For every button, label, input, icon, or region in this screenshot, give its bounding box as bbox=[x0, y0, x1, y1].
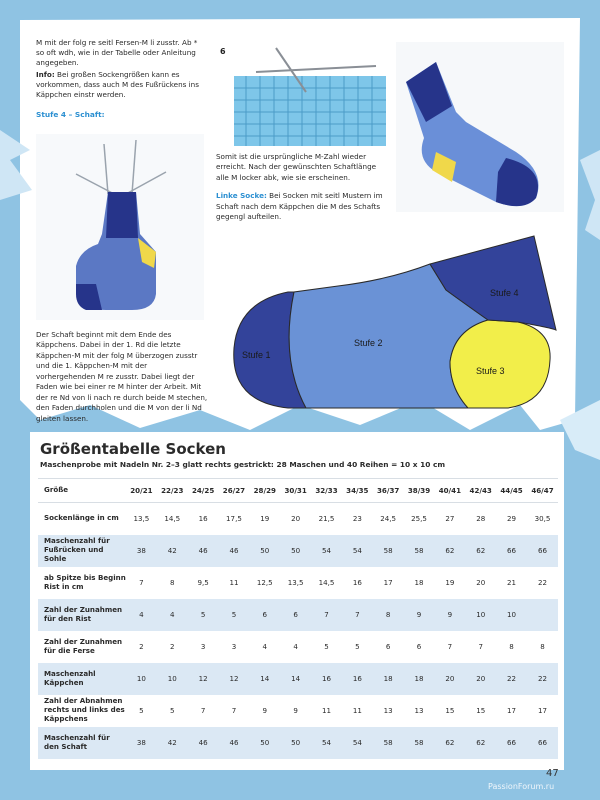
row-label: Zahl der Zunahmen für den Rist bbox=[44, 604, 123, 623]
table-cell: 25,5 bbox=[411, 514, 427, 524]
schaft-text-column bbox=[36, 330, 208, 424]
table-cell: 62 bbox=[476, 738, 486, 747]
table-cell: 7 bbox=[231, 706, 237, 715]
size-header: 22/23 bbox=[157, 479, 188, 503]
table-cell: 7 bbox=[478, 642, 483, 651]
table-cell: 5 bbox=[139, 706, 144, 715]
table-cell: 12 bbox=[198, 674, 208, 683]
table-cell: 27 bbox=[445, 514, 455, 524]
table-cell: 10 bbox=[167, 674, 177, 683]
table-cell: 16 bbox=[352, 578, 362, 587]
table-cell: 20 bbox=[291, 514, 301, 524]
row-label: Maschenzahl für Fußrücken und Sohle bbox=[44, 536, 110, 563]
row-label: Maschenzahl Käppchen bbox=[44, 668, 96, 687]
size-header: 34/35 bbox=[342, 479, 373, 503]
table-cell: 12,5 bbox=[256, 578, 273, 587]
stufe2-label: Stufe 2 bbox=[354, 338, 383, 348]
table-cell: 18 bbox=[383, 674, 393, 683]
table-row bbox=[38, 567, 558, 599]
table-cell: 5 bbox=[200, 610, 206, 619]
table-cell: 18 bbox=[414, 674, 424, 683]
table-cell: 24,5 bbox=[380, 514, 397, 524]
table-cell: 29 bbox=[507, 514, 517, 524]
table-cell: 9 bbox=[262, 706, 268, 715]
table-cell: 12 bbox=[229, 674, 239, 683]
table-cell: 13,5 bbox=[133, 514, 150, 524]
table-cell: 58 bbox=[414, 546, 424, 555]
row-label: Zahl der Zunahmen für die Ferse bbox=[44, 636, 123, 655]
table-cell: 10 bbox=[136, 674, 146, 683]
left-text-column bbox=[36, 38, 204, 122]
table-cell: 20 bbox=[476, 578, 486, 587]
table-cell: 9,5 bbox=[197, 578, 209, 587]
table-cell: 58 bbox=[383, 738, 393, 747]
middle-paragraph: Somit ist die ursprüngliche M-Zahl wieder erreicht. Nach der gewünschten Schaftlänge alle M locker abk, wie sie erscheinen. bbox=[216, 152, 377, 182]
table-cell: 22 bbox=[507, 674, 517, 683]
table-cell: 66 bbox=[507, 738, 517, 747]
table-cell: 15 bbox=[445, 706, 455, 715]
linke-socke-paragraph bbox=[216, 191, 388, 222]
table-cell: 21,5 bbox=[318, 514, 335, 524]
table-cell: 6 bbox=[262, 610, 268, 619]
table-row bbox=[38, 663, 558, 695]
table-cell: 16 bbox=[352, 674, 362, 683]
table-cell: 14,5 bbox=[164, 514, 181, 524]
table-cell: 10 bbox=[507, 610, 517, 619]
table-cell: 62 bbox=[445, 546, 455, 555]
table-row bbox=[38, 503, 558, 535]
table-cell: 66 bbox=[507, 546, 517, 555]
table-cell: 46 bbox=[198, 546, 208, 555]
table-cell: 15 bbox=[476, 706, 486, 715]
table-cell: 6 bbox=[416, 642, 422, 651]
table-cell: 4 bbox=[139, 610, 144, 619]
table-cell: 2 bbox=[139, 642, 144, 651]
table-cell: 16 bbox=[198, 514, 208, 524]
table-body bbox=[38, 503, 558, 759]
table-cell: 7 bbox=[447, 642, 453, 651]
table-cell: 8 bbox=[540, 642, 545, 651]
table-cell: 2 bbox=[170, 642, 175, 651]
stufe3-label: Stufe 3 bbox=[476, 366, 505, 376]
table-cell: 58 bbox=[383, 546, 393, 555]
table-cell: 7 bbox=[324, 610, 329, 619]
photo-knitting-closeup bbox=[216, 42, 388, 146]
knitting-closeup-illustration bbox=[216, 42, 388, 146]
table-cell: 6 bbox=[385, 642, 391, 651]
left-paragraph-1: M mit der folg re seitl Fersen-M li zusstr. Ab * so oft wdh, wie in der Tabelle oder Anleitung angegeben. bbox=[36, 38, 198, 68]
table-cell: 20 bbox=[476, 674, 486, 683]
size-header: 26/27 bbox=[219, 479, 250, 503]
sock-needles-illustration bbox=[36, 134, 204, 320]
table-row bbox=[38, 695, 558, 727]
table-cell: 13 bbox=[383, 706, 393, 715]
table-cell: 5 bbox=[324, 642, 329, 651]
table-cell: 17 bbox=[537, 706, 547, 715]
table-cell: 54 bbox=[321, 738, 331, 747]
table-cell: 8 bbox=[170, 578, 175, 587]
photo-sock-on-needles bbox=[36, 134, 204, 320]
table-cell: 38 bbox=[136, 738, 146, 747]
size-header: 30/31 bbox=[280, 479, 311, 503]
table-cell: 54 bbox=[321, 546, 331, 555]
table-cell: 3 bbox=[231, 642, 237, 651]
table-cell: 46 bbox=[229, 546, 239, 555]
table-cell: 7 bbox=[355, 610, 360, 619]
stufe4-heading: Stufe 4 – Schaft: bbox=[36, 110, 105, 120]
table-cell: 50 bbox=[291, 738, 301, 747]
table-cell: 9 bbox=[416, 610, 422, 619]
figure-number: 6 bbox=[220, 47, 226, 56]
table-row bbox=[38, 535, 558, 567]
table-cell: 50 bbox=[260, 738, 270, 747]
table-cell: 11 bbox=[321, 706, 331, 715]
table-cell: 9 bbox=[293, 706, 298, 715]
table-header-row bbox=[38, 479, 558, 503]
table-cell: 14,5 bbox=[318, 578, 335, 587]
linke-socke-label: Linke Socke: bbox=[216, 191, 267, 201]
linke-socke-text: Bei Socken mit seitl Mustern im Schaft nach dem Käppchen die M des Schafts gegengl aufteilen. bbox=[216, 191, 383, 222]
stufe4-label: Stufe 4 bbox=[490, 288, 519, 298]
table-cell: 54 bbox=[352, 546, 362, 555]
table-cell: 9 bbox=[447, 610, 453, 619]
table-cell: 5 bbox=[170, 706, 175, 715]
table-cell: 66 bbox=[537, 546, 547, 555]
finished-sock-illustration bbox=[396, 42, 564, 212]
table-cell: 8 bbox=[509, 642, 514, 651]
size-header: 40/41 bbox=[434, 479, 465, 503]
table-cell: 54 bbox=[352, 738, 362, 747]
info-label: Info: bbox=[36, 69, 55, 79]
table-cell: 4 bbox=[170, 610, 175, 619]
table-cell: 18 bbox=[414, 578, 424, 587]
table-cell: 62 bbox=[445, 738, 455, 747]
size-header: 28/29 bbox=[249, 479, 280, 503]
table-cell: 6 bbox=[293, 610, 298, 619]
table-cell: 8 bbox=[385, 610, 391, 619]
table-cell: 11 bbox=[352, 706, 362, 715]
info-paragraph bbox=[36, 70, 204, 101]
table-cell: 19 bbox=[260, 514, 270, 524]
table-cell: 17 bbox=[383, 578, 393, 587]
middle-text-column bbox=[216, 152, 388, 223]
table-cell: 66 bbox=[537, 738, 547, 747]
table-cell: 22 bbox=[537, 674, 547, 683]
size-header: 46/47 bbox=[527, 479, 558, 503]
table-cell: 19 bbox=[445, 578, 455, 587]
row-label: ab Spitze bis Beginn Rist in cm bbox=[44, 572, 126, 591]
table-title: Größentabelle Socken bbox=[40, 440, 226, 458]
table-cell: 28 bbox=[476, 514, 486, 524]
stufe1-label: Stufe 1 bbox=[242, 350, 271, 360]
table-cell: 13,5 bbox=[287, 578, 304, 587]
table-cell: 50 bbox=[291, 546, 301, 555]
table-cell: 14 bbox=[260, 674, 270, 683]
size-header: 38/39 bbox=[404, 479, 435, 503]
size-header: 42/43 bbox=[465, 479, 496, 503]
row-label: Maschenzahl für den Schaft bbox=[44, 732, 110, 751]
size-header: 36/37 bbox=[373, 479, 404, 503]
table-cell: 42 bbox=[167, 546, 177, 555]
table-cell: 14 bbox=[291, 674, 301, 683]
header-label: Größe bbox=[38, 479, 126, 503]
table-cell: 50 bbox=[260, 546, 270, 555]
watermark: PassionForum.ru bbox=[488, 782, 555, 791]
page-number: 47 bbox=[546, 768, 559, 779]
size-table bbox=[38, 478, 558, 759]
table-cell: 21 bbox=[507, 578, 517, 587]
table-cell: 23 bbox=[352, 514, 362, 524]
table-cell: 20 bbox=[445, 674, 455, 683]
table-cell: 58 bbox=[414, 738, 424, 747]
table-cell: 11 bbox=[229, 578, 239, 587]
table-cell: 10 bbox=[476, 610, 486, 619]
photo-finished-sock bbox=[396, 42, 564, 212]
table-cell: 38 bbox=[136, 546, 146, 555]
size-header: 20/21 bbox=[126, 479, 157, 503]
schaft-paragraph: Der Schaft beginnt mit dem Ende des Käppchens. Dabei in der 1. Rd die letzte Käppchen-M mit der folg M überzogen zusstr und die 1. Käppchen-M mit der vorhergehenden M re zusstr. Dabei liegt der Faden wie bei einer re M hinter der Arbeit. Mit der re Nd von li nach re durch beide M stechen, den Faden durchholen und die M von der li Nd gleiten lassen. bbox=[36, 330, 208, 423]
info-text: Bei großen Sockengrößen kann es vorkommen, dass auch M des Fußrückens ins Käppchen einstr werden. bbox=[36, 69, 199, 100]
row-label: Sockenlänge in cm bbox=[44, 513, 119, 523]
table-cell bbox=[527, 599, 558, 631]
size-header: 24/25 bbox=[188, 479, 219, 503]
table-cell: 16 bbox=[321, 674, 331, 683]
sock-step-diagram bbox=[218, 230, 564, 416]
table-cell: 62 bbox=[476, 546, 486, 555]
table-cell: 30,5 bbox=[534, 514, 551, 524]
row-label: Zahl der Abnahmen rechts und links des Käppchens bbox=[44, 696, 125, 723]
stufe3-region bbox=[450, 320, 550, 408]
table-cell: 5 bbox=[355, 642, 360, 651]
table-cell: 7 bbox=[139, 578, 144, 587]
table-row bbox=[38, 599, 558, 631]
table-cell: 4 bbox=[262, 642, 268, 651]
table-cell: 17,5 bbox=[226, 514, 242, 524]
size-header: 32/33 bbox=[311, 479, 342, 503]
table-cell: 3 bbox=[200, 642, 206, 651]
table-cell: 46 bbox=[229, 738, 239, 747]
table-cell: 17 bbox=[507, 706, 517, 715]
table-cell: 13 bbox=[414, 706, 424, 715]
size-header: 44/45 bbox=[496, 479, 527, 503]
table-cell: 22 bbox=[537, 578, 547, 587]
table-cell: 42 bbox=[167, 738, 177, 747]
table-row bbox=[38, 727, 558, 759]
table-row bbox=[38, 631, 558, 663]
table-cell: 7 bbox=[200, 706, 206, 715]
table-cell: 4 bbox=[293, 642, 298, 651]
table-cell: 5 bbox=[231, 610, 237, 619]
size-table-card bbox=[30, 432, 564, 770]
table-subtitle: Maschenprobe mit Nadeln Nr. 2–3 glatt rechts gestrickt: 28 Maschen und 40 Reihen = 10 x 10 cm bbox=[40, 460, 446, 469]
table-cell: 46 bbox=[198, 738, 208, 747]
